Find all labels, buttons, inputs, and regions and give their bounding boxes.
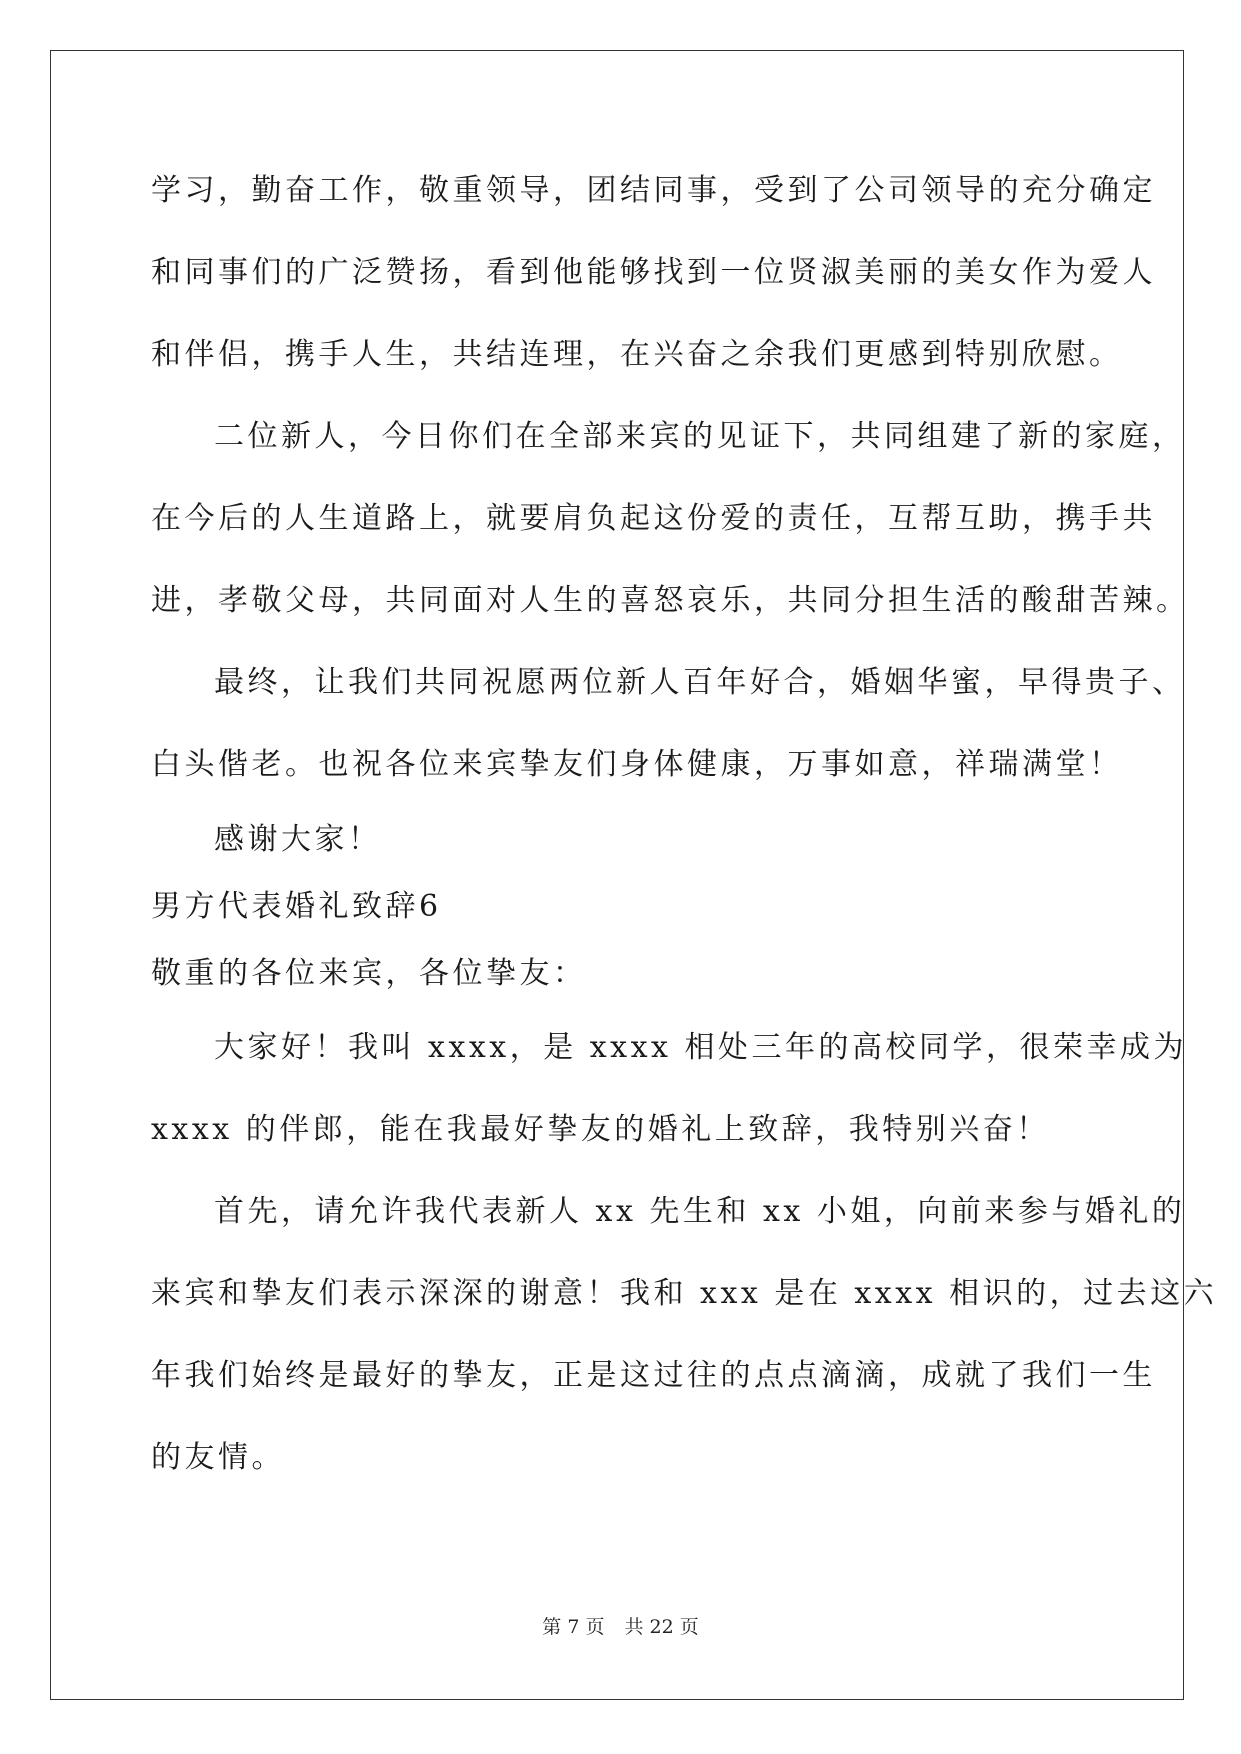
text-line: 年我们始终是最好的挚友，正是这过往的点点滴滴，成就了我们一生 — [151, 1358, 1156, 1393]
text-line: 学习，勤奋工作，敬重领导，团结同事，受到了公司领导的充分确定 — [151, 173, 1156, 208]
text-line: 来宾和挚友们表示深深的谢意！我和 xxx 是在 xxxx 相识的，过去这六 — [151, 1276, 1218, 1311]
paragraph-start: 大家好！我叫 xxxx，是 xxxx 相处三年的高校同学，很荣幸成为 — [214, 1030, 1187, 1065]
paragraph-start: 首先，请允许我代表新人 xx 先生和 xx 小姐，向前来参与婚礼的 — [214, 1194, 1186, 1229]
salutation: 敬重的各位来宾，各位挚友： — [151, 956, 587, 991]
text-line: 和同事们的广泛赞扬，看到他能够找到一位贤淑美丽的美女作为爱人 — [151, 255, 1156, 290]
text-line: xxxx 的伴郎，能在我最好挚友的婚礼上致辞，我特别兴奋！ — [151, 1112, 1050, 1147]
text-line: 的友情。 — [151, 1440, 285, 1475]
page-footer — [0, 1612, 1241, 1639]
text-line: 在今后的人生道路上，就要肩负起这份爱的责任，互帮互助，携手共 — [151, 501, 1156, 536]
text-line: 进，孝敬父母，共同面对人生的喜怒哀乐，共同分担生活的酸甜苦辣。 — [151, 583, 1190, 618]
page-number-current: 第 7 页 — [542, 1616, 605, 1638]
section-heading: 男方代表婚礼致辞6 — [151, 889, 442, 924]
closing-thanks: 感谢大家！ — [214, 822, 382, 857]
paragraph-start: 最终，让我们共同祝愿两位新人百年好合，婚姻华蜜，早得贵子、 — [214, 665, 1186, 700]
text-line: 白头偕老。也祝各位来宾挚友们身体健康，万事如意，祥瑞满堂！ — [151, 747, 1123, 782]
page-number-total: 共 22 页 — [624, 1616, 699, 1638]
document-body — [151, 150, 1218, 1499]
text-line: 和伴侣，携手人生，共结连理，在兴奋之余我们更感到特别欣慰。 — [151, 337, 1123, 372]
paragraph-start: 二位新人，今日你们在全部来宾的见证下，共同组建了新的家庭， — [214, 419, 1186, 454]
